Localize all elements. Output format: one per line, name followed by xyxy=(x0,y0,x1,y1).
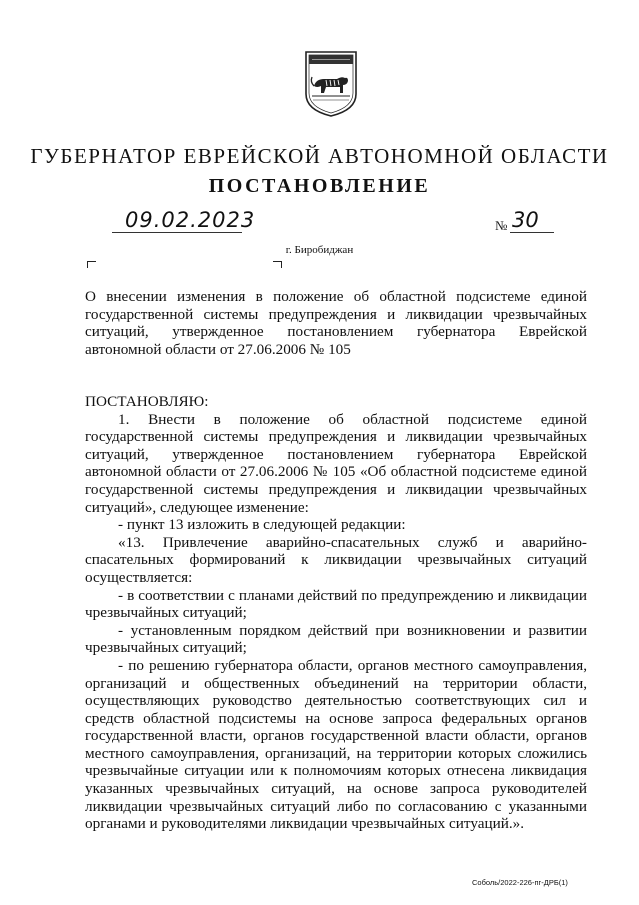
body-paragraph-1: 1. Внести в положение об областной подсистеме единой государственной системы предупреждения и ликвидации чрезвычайных ситуаций, утвержденное постановлением губернатора Еврейской автономной области от 27.06.2006 № 105 «Об областной подсистеме единой государственной системы предупреждения и ликвидации чрезвычайных ситуаций», следующее изменение: xyxy=(85,410,587,516)
title-text: О внесении изменения в положение об областной подсистеме единой государственной системы предупреждения и ликвидации чрезвычайных ситуаций, утвержденное постановлением губернатора Еврейской автономной области от 27.06.2006 № 105 xyxy=(85,288,587,358)
body-paragraph-6: - по решению губернатора области, органов местного самоуправления, организаций и общественных объединений на территории области, осуществляющих руководство деятельностью соответствующих сил и средств областной подсистемы на основе запроса федеральных органов государственной власти, органов государственной власти области, органов местного самоуправления, организаций, на территории которых сложились чрезвычайные ситуации или к полномочиям которых отнесена ликвидация указанных чрезвычайных ситуаций, на основе запроса руководителей ликвидации чрезвычайных ситуаций либо по согласованию с указанными органами и руководителями ликвидации чрезвычайных ситуаций.». xyxy=(85,656,587,833)
decree-body xyxy=(85,393,587,833)
coat-of-arms-tiger-icon xyxy=(304,50,358,118)
number-label: № xyxy=(495,218,508,233)
number-underline xyxy=(510,232,554,233)
date-underline xyxy=(112,232,242,233)
body-paragraph-3: «13. Привлечение аварийно-спасательных служб и аварийно-спасательных формирований к ликвидации чрезвычайных ситуаций осуществляется: xyxy=(85,533,587,586)
body-paragraph-2: - пункт 13 изложить в следующей редакции: xyxy=(118,516,406,534)
title-corner-right-mark xyxy=(273,261,282,268)
title-corner-left-mark xyxy=(87,261,96,268)
body-paragraph-4: - в соответствии с планами действий по предупреждению и ликвидации чрезвычайных ситуаций; xyxy=(85,586,587,622)
decree-lead: ПОСТАНОВЛЯЮ: xyxy=(85,393,209,410)
document-date: 09.02.2023 xyxy=(125,208,256,232)
footer-code: Соболь/2022-226-пг-ДРБ(1) xyxy=(472,878,568,887)
document-number: 30 xyxy=(512,208,539,232)
document-title xyxy=(85,288,587,358)
body-paragraph-5: - установленным порядком действий при возникновении и развитии чрезвычайных ситуаций; xyxy=(85,621,587,657)
city-line: г. Биробиджан xyxy=(285,244,354,256)
issuing-authority: ГУБЕРНАТОР ЕВРЕЙСКОЙ АВТОНОМНОЙ ОБЛАСТИ xyxy=(30,144,609,168)
document-type: ПОСТАНОВЛЕНИЕ xyxy=(208,175,431,197)
